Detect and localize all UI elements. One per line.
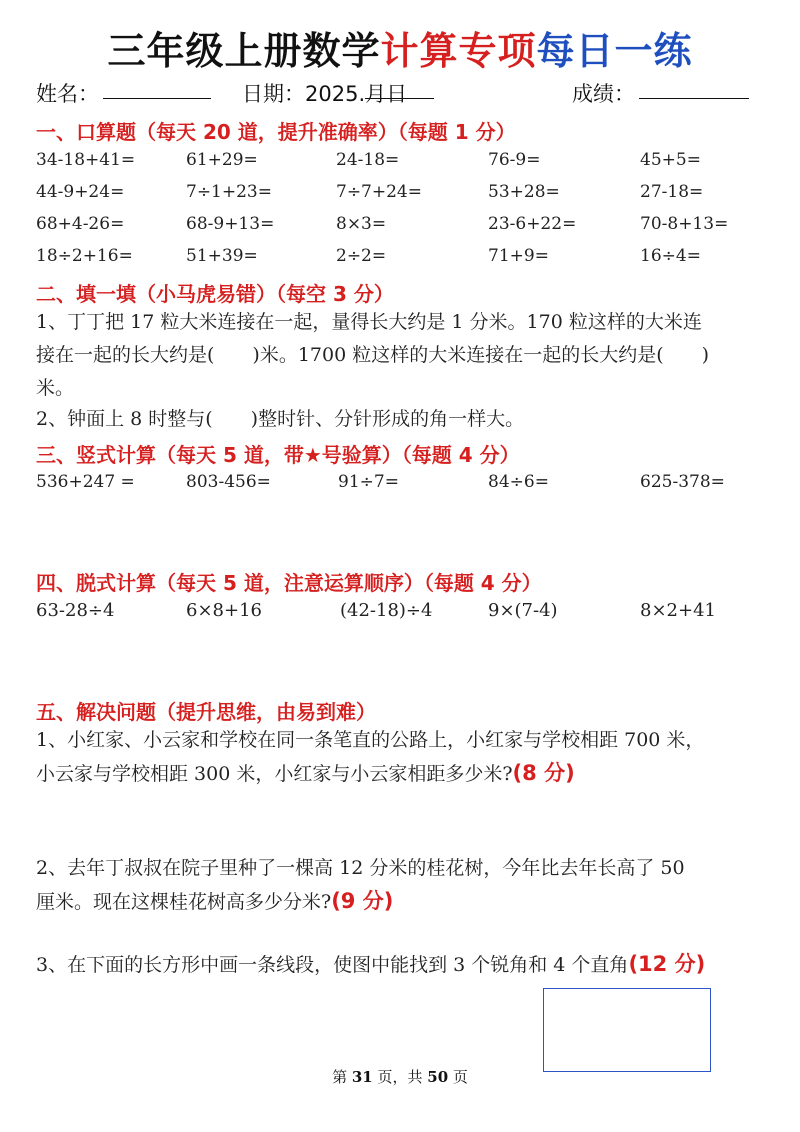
name-label: 姓名： xyxy=(36,82,99,106)
fill-q1-line-2: 接在一起的长大约是( )米。1700 粒这样的大米连接在一起的长大约是( ) xyxy=(36,344,710,366)
problem-1 xyxy=(36,724,766,791)
stepwise-item: (42-18)÷4 xyxy=(340,600,433,621)
oral-item: 16÷4= xyxy=(640,246,701,266)
oral-item: 7÷7+24= xyxy=(336,182,422,202)
problem-2 xyxy=(36,852,766,919)
fill-q1-line-3: 米。 xyxy=(36,377,75,399)
oral-item: 51+39= xyxy=(186,246,258,266)
footer-middle: 页，共 xyxy=(372,1068,428,1086)
oral-row xyxy=(36,182,776,210)
vertical-item: 536+247 = xyxy=(36,472,135,492)
section-heading-problems: 五、解决问题（提升思维，由易到难） xyxy=(36,700,376,724)
oral-row xyxy=(36,246,776,274)
oral-item: 68-9+13= xyxy=(186,214,275,234)
drawing-rectangle[interactable] xyxy=(543,988,711,1072)
date-label: 日期：2025. xyxy=(242,82,366,106)
problem-3-text: 3、在下面的长方形中画一条线段，使图中能找到 3 个锐角和 4 个直角 xyxy=(36,954,629,976)
footer-suffix: 页 xyxy=(448,1068,468,1086)
oral-item: 44-9+24= xyxy=(36,182,125,202)
oral-item: 76-9= xyxy=(488,150,541,170)
page-title xyxy=(0,20,800,75)
vertical-item: 91÷7= xyxy=(338,472,399,492)
oral-item: 70-8+13= xyxy=(640,214,729,234)
oral-item: 23-6+22= xyxy=(488,214,577,234)
fill-q1-line-1: 1、丁丁把 17 粒大米连接在一起，量得长大约是 1 分米。170 粒这样的大米连 xyxy=(36,311,702,333)
stepwise-item: 8×2+41 xyxy=(640,600,716,621)
oral-row xyxy=(36,214,776,242)
oral-item: 68+4-26= xyxy=(36,214,125,234)
oral-row xyxy=(36,150,776,178)
name-blank[interactable] xyxy=(103,78,211,99)
oral-item: 18÷2+16= xyxy=(36,246,133,266)
vertical-row xyxy=(36,472,776,500)
problem-2-text: 厘米。现在这棵桂花树高多少分米? xyxy=(36,891,332,913)
fill-question-2: 2、钟面上 8 时整与( )整时针、分针形成的角一样大。 xyxy=(36,408,525,430)
fill-question-1 xyxy=(36,306,766,405)
problem-1-line-2 xyxy=(36,757,766,791)
vertical-item: 84÷6= xyxy=(488,472,549,492)
vertical-item: 803-456= xyxy=(186,472,271,492)
score-blank[interactable] xyxy=(639,78,749,99)
oral-item: 53+28= xyxy=(488,182,560,202)
section-heading-stepwise: 四、脱式计算（每天 5 道，注意运算顺序）（每题 4 分） xyxy=(36,571,542,595)
footer-page-number: 31 xyxy=(351,1068,373,1086)
title-part-1: 三年级上册数学 xyxy=(107,29,381,73)
oral-item: 61+29= xyxy=(186,150,258,170)
oral-item: 71+9= xyxy=(488,246,549,266)
oral-item: 34-18+41= xyxy=(36,150,136,170)
problem-2-points: (9 分) xyxy=(331,889,394,913)
oral-item: 45+5= xyxy=(640,150,701,170)
title-part-2: 计算专项 xyxy=(380,29,537,73)
stepwise-row xyxy=(36,600,776,628)
section-heading-fill: 二、填一填（小马虎易错）（每空 3 分） xyxy=(36,282,394,306)
problem-1-text: 小云家与学校相距 300 米，小红家与小云家相距多少米? xyxy=(36,763,513,785)
problem-1-line-1: 1、小红家、小云家和学校在同一条笔直的公路上，小红家与学校相距 700 米， xyxy=(36,729,705,751)
vertical-item: 625-378= xyxy=(640,472,725,492)
oral-item: 7÷1+23= xyxy=(186,182,272,202)
score-label: 成绩： xyxy=(572,82,635,106)
footer-prefix: 第 xyxy=(332,1068,352,1086)
problem-3-points: (12 分) xyxy=(628,952,706,976)
title-part-3: 每日一练 xyxy=(536,29,693,73)
problem-2-line-2 xyxy=(36,885,766,919)
problem-2-line-1: 2、去年丁叔叔在院子里种了一棵高 12 分米的桂花树，今年比去年长高了 50 xyxy=(36,857,685,879)
score-field[interactable] xyxy=(572,78,635,108)
date-field[interactable] xyxy=(242,78,407,108)
oral-item: 8×3= xyxy=(336,214,387,234)
section-heading-oral: 一、口算题（每天 20 道，提升准确率）（每题 1 分） xyxy=(36,120,516,144)
stepwise-item: 63-28÷4 xyxy=(36,600,115,621)
footer-total-pages: 50 xyxy=(427,1068,449,1086)
section-heading-vertical: 三、竖式计算（每天 5 道，带★号验算）（每题 4 分） xyxy=(36,443,520,467)
student-info-line xyxy=(36,78,766,108)
oral-item: 2÷2= xyxy=(336,246,387,266)
problem-3 xyxy=(36,948,766,982)
oral-item: 27-18= xyxy=(640,182,704,202)
page-footer xyxy=(0,1066,800,1087)
month-label: 月 xyxy=(365,82,387,106)
stepwise-item: 9×(7-4) xyxy=(488,600,558,621)
problem-1-points: (8 分) xyxy=(512,761,575,785)
day-label: 日 xyxy=(386,82,408,106)
name-field[interactable] xyxy=(36,78,99,108)
stepwise-item: 6×8+16 xyxy=(186,600,262,621)
oral-item: 24-18= xyxy=(336,150,400,170)
day-blank[interactable] xyxy=(386,78,434,99)
